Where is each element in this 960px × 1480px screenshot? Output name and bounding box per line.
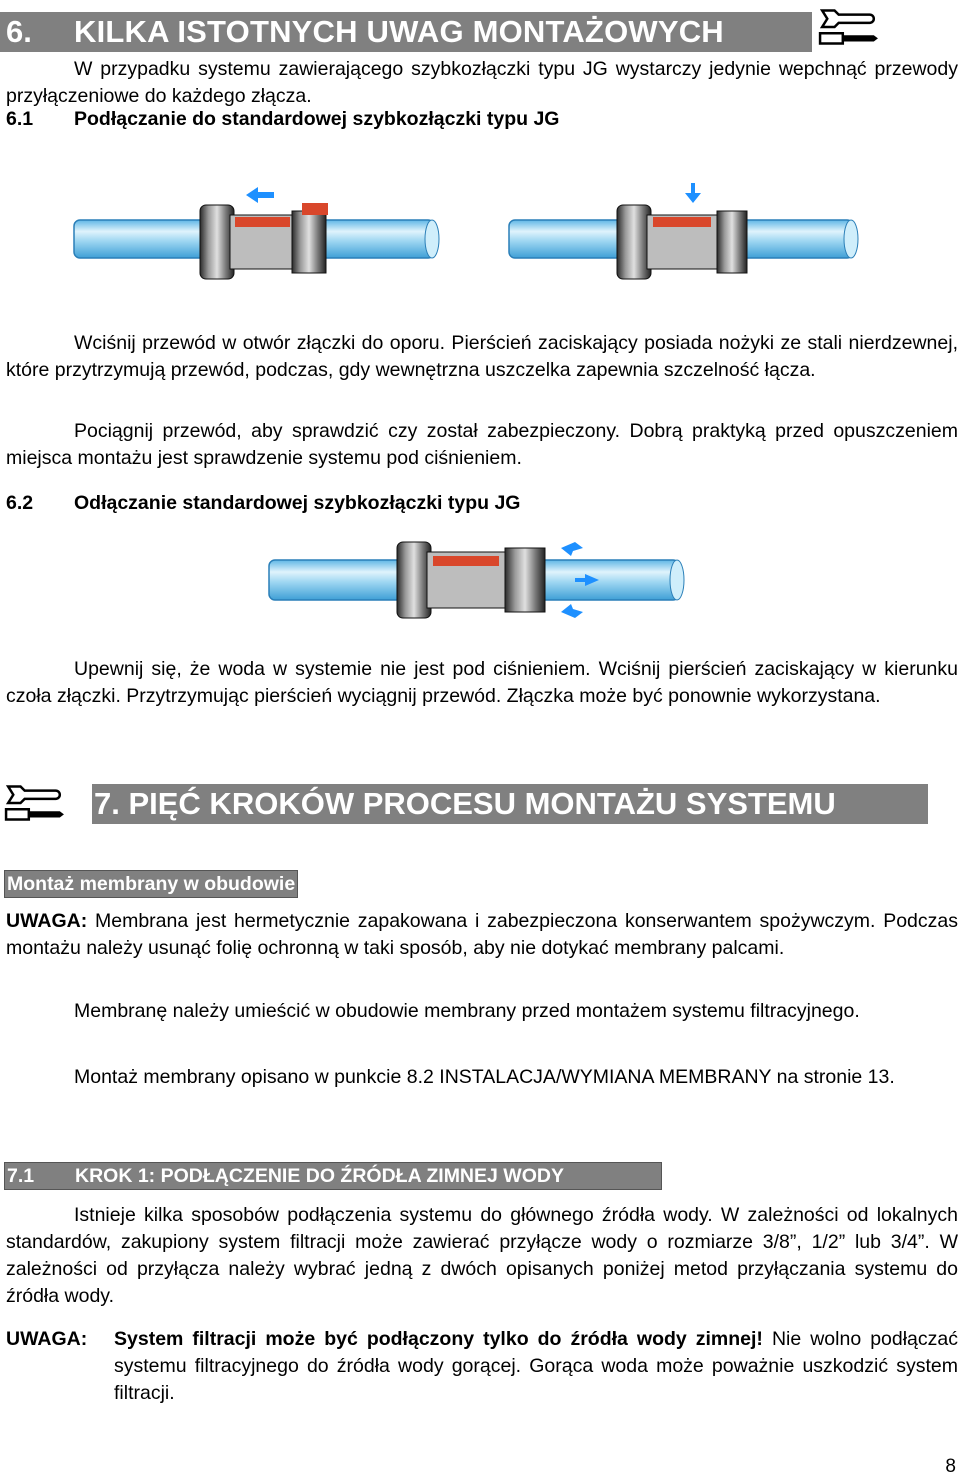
cold-water-note-rest: Nie wolno podłączać systemu filtracyjnego do źródła wody gorącej. Gorąca woda może poważnie uszkodzić system filtracji. [114, 1328, 958, 1404]
section-6-1-paragraph-2: Pociągnij przewód, aby sprawdzić czy został zabezpieczony. Dobrą praktyką przed opuszczeniem miejsca montażu jest sprawdzenie systemu pod ciśnieniem. [6, 420, 958, 469]
section-6-1-title: Podłączanie do standardowej szybkozłączki typu JG [74, 108, 560, 130]
membrane-note-text: Membrana jest hermetycznie zapakowana i zabezpieczona konserwantem spożywczym. Podczas montażu należy usunąć folię ochronną w taki sposób, aby nie dotykać membrany palcami. [6, 910, 958, 959]
cold-water-note-label: UWAGA: [6, 1328, 88, 1350]
cold-water-note [6, 1326, 958, 1407]
section-6-number: 6. [6, 14, 32, 49]
wrench-screwdriver-icon [818, 4, 880, 50]
section-6-heading [0, 12, 812, 52]
section-6-1-paragraph-1: Wciśnij przewód w otwór złączki do oporu. Pierścień zaciskający posiada nożyki ze stali nierdzewnej, które przytrzymują przewód, podczas, gdy wewnętrzna uszczelka zapewnia szczelność łącza. [6, 332, 958, 381]
cold-water-note-bold: System filtracji może być podłączony tylko do źródła wody zimnej! [114, 1328, 763, 1350]
section-6-intro: W przypadku systemu zawierającego szybkozłączki typu JG wystarczy jedynie wepchnąć przewody przyłączeniowe do każdego złącza. [6, 58, 958, 107]
section-7-heading [92, 784, 928, 824]
section-6-2-number: 6.2 [6, 492, 34, 514]
jg-connection-illustration-1 [70, 175, 450, 285]
section-6-2-title: Odłączanie standardowej szybkozłączki typu JG [74, 492, 521, 514]
section-6-2-paragraph: Upewnij się, że woda w systemie nie jest pod ciśnieniem. Wciśnij pierścień zaciskający w kierunku czoła złączki. Przytrzymując pierścień wyciągnij przewód. Złączka może być ponownie wykorzystana. [6, 658, 958, 707]
section-7-1-paragraph: Istnieje kilka sposobów podłączenia systemu do głównego źródła wody. W zależności od lokalnych standardów, zakupiony system filtracji może zawierać przyłącze wody o rozmiarze 3/8”, 1/2” lub 3/4”. W zależności od przyłącza należy wybrać jedną z dwóch opisanych poniżej metod przyłączania systemu do źródła wody. [6, 1204, 958, 1307]
jg-connection-illustration-2 [505, 175, 865, 285]
section-7-1-heading [4, 1162, 662, 1190]
page-number: 8 [945, 1456, 956, 1477]
section-7-1-title: KROK 1: PODŁĄCZENIE DO ŹRÓDŁA ZIMNEJ WODY [75, 1165, 564, 1187]
section-7-title: 7. PIĘĆ KROKÓW PROCESU MONTAŻU SYSTEMU [94, 786, 836, 821]
wrench-screwdriver-icon [4, 780, 66, 826]
membrane-paragraph-1: Membranę należy umieścić w obudowie membrany przed montażem systemu filtracyjnego. [74, 1000, 860, 1022]
section-6-title: KILKA ISTOTNYCH UWAG MONTAŻOWYCH [74, 14, 724, 49]
membrane-note [6, 908, 958, 962]
membrane-heading: Montaż membrany w obudowie [4, 870, 298, 898]
membrane-note-label: UWAGA: [6, 910, 88, 932]
membrane-paragraph-2: Montaż membrany opisano w punkcie 8.2 INSTALACJA/WYMIANA MEMBRANY na stronie 13. [74, 1066, 895, 1088]
section-6-1-number: 6.1 [6, 108, 34, 130]
section-7-1-number: 7.1 [7, 1165, 35, 1187]
jg-disconnection-illustration [265, 530, 695, 630]
